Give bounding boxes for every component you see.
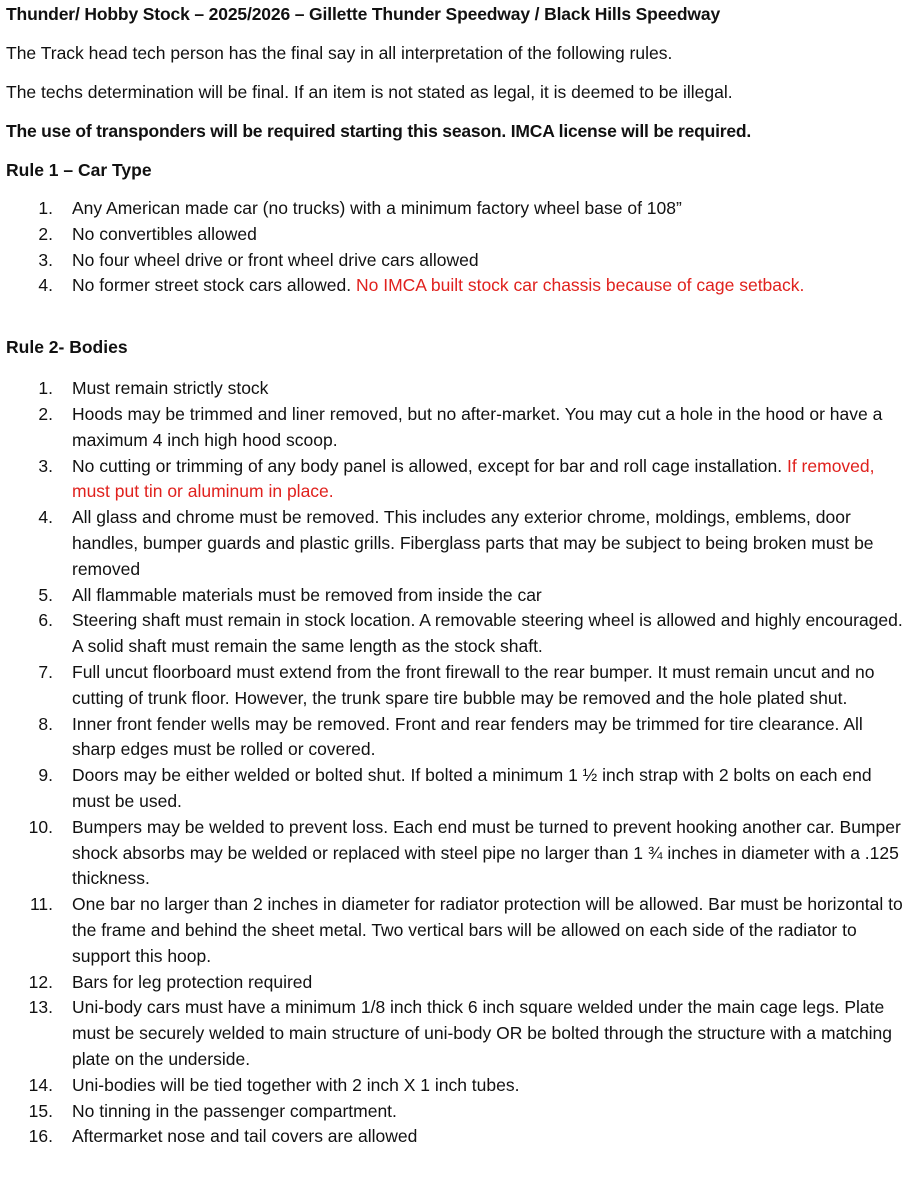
rule1-item-1 bbox=[6, 196, 905, 222]
rule-item-text: Must remain strictly stock bbox=[72, 378, 269, 399]
rule-item-text: Steering shaft must remain in stock location. A removable steering wheel is allowed and highly encouraged. A solid shaft must remain the same length as the stock shaft. bbox=[72, 610, 903, 657]
rule-item-text: No former street stock cars allowed. bbox=[72, 275, 356, 296]
rule-item-number: 6. bbox=[38, 610, 53, 631]
rule-2-list bbox=[6, 376, 905, 1150]
rule-item-text: Hoods may be trimmed and liner removed, but no after-market. You may cut a hole in the hood or have a maximum 4 inch high hood scoop. bbox=[72, 403, 883, 450]
rule-item-highlight: If removed, must put tin or aluminum in place. bbox=[72, 455, 875, 502]
rule2-item-9 bbox=[6, 763, 905, 815]
rule-item-number: 1. bbox=[38, 378, 53, 399]
document-title: Thunder/ Hobby Stock – 2025/2026 – Gillette Thunder Speedway / Black Hills Speedway bbox=[6, 4, 721, 24]
rule2-item-12 bbox=[6, 970, 905, 996]
rule-item-number: 2. bbox=[38, 403, 53, 424]
rule-item-number: 3. bbox=[38, 249, 53, 270]
rule-item-text: Full uncut floorboard must extend from the front firewall to the rear bumper. It must remain uncut and no cutting of trunk floor. However, the trunk spare tire bubble may be removed and the hole plated shut. bbox=[72, 661, 875, 708]
rule-item-text: Inner front fender wells may be removed. Front and rear fenders may be trimmed for tire clearance. All sharp edges must be rolled or covered. bbox=[72, 713, 863, 760]
rule2-item-5 bbox=[6, 583, 905, 609]
rule-item-number: 5. bbox=[38, 584, 53, 605]
rule-item-text: Doors may be either welded or bolted shut. If bolted a minimum 1 ½ inch strap with 2 bolts on each end must be used. bbox=[72, 765, 872, 811]
rule-item-number: 14. bbox=[28, 1074, 53, 1095]
rule-item-text: One bar no larger than 2 inches in diameter for radiator protection will be allowed. Bar must be horizontal to the frame and behind the sheet metal. Two vertical bars will be allowed on each side of the radiator to support this hoop. bbox=[72, 894, 903, 966]
rule-1-list bbox=[6, 196, 905, 299]
rule2-item-16 bbox=[6, 1124, 905, 1150]
rule-item-text: All glass and chrome must be removed. This includes any exterior chrome, moldings, emblems, door handles, bumper guards and plastic grills. Fiberglass parts that may be subject to being broken must be removed bbox=[72, 507, 874, 579]
rule2-item-8 bbox=[6, 712, 905, 764]
rule2-item-10 bbox=[6, 815, 905, 892]
rule-item-number: 12. bbox=[28, 971, 53, 992]
rule2-item-3 bbox=[6, 454, 905, 506]
transponder-notice: The use of transponders will be required starting this season. IMCA license will be required. bbox=[6, 121, 752, 141]
rule2-item-4 bbox=[6, 505, 905, 582]
rule2-item-6 bbox=[6, 608, 905, 660]
rule-item-text: Uni-bodies will be tied together with 2 inch X 1 inch tubes. bbox=[72, 1074, 520, 1095]
rule2-item-15 bbox=[6, 1099, 905, 1125]
rule-item-text: All flammable materials must be removed from inside the car bbox=[72, 584, 542, 605]
rule-item-text: No convertibles allowed bbox=[72, 223, 257, 244]
rule-item-number: 4. bbox=[38, 507, 53, 528]
rule-2-heading: Rule 2- Bodies bbox=[6, 337, 128, 358]
rule-item-number: 3. bbox=[38, 455, 53, 476]
rule1-item-2 bbox=[6, 222, 905, 248]
rule-item-text: Any American made car (no trucks) with a minimum factory wheel base of 108” bbox=[72, 198, 682, 218]
rule-1-heading: Rule 1 – Car Type bbox=[6, 160, 152, 180]
rule-item-text: No four wheel drive or front wheel drive cars allowed bbox=[72, 249, 479, 270]
intro-paragraph-2: The techs determination will be final. If an item is not stated as legal, it is deemed to be illegal. bbox=[6, 82, 733, 102]
rule-item-highlight: No IMCA built stock car chassis because of cage setback. bbox=[355, 275, 805, 296]
rule-item-text: No tinning in the passenger compartment. bbox=[72, 1100, 397, 1121]
rule-item-number: 2. bbox=[38, 223, 53, 244]
rule2-item-2 bbox=[6, 402, 905, 454]
rule2-item-1 bbox=[6, 376, 905, 402]
rule2-item-7 bbox=[6, 660, 905, 712]
rule2-item-14 bbox=[6, 1073, 905, 1099]
rule-item-number: 16. bbox=[28, 1126, 53, 1147]
rule-item-number: 7. bbox=[38, 661, 53, 682]
rule-item-text: Bars for leg protection required bbox=[72, 971, 313, 992]
rule-item-number: 4. bbox=[38, 275, 53, 296]
rule-item-number: 10. bbox=[28, 816, 53, 837]
rule-item-number: 13. bbox=[28, 997, 53, 1018]
rule1-item-4 bbox=[6, 273, 905, 299]
rule2-item-13 bbox=[6, 995, 905, 1072]
rule-item-number: 1. bbox=[38, 198, 53, 218]
rule1-item-3 bbox=[6, 248, 905, 274]
intro-paragraph-1: The Track head tech person has the final say in all interpretation of the following rules. bbox=[6, 43, 673, 63]
rule-item-text: Uni-body cars must have a minimum 1/8 inch thick 6 inch square welded under the main cage legs. Plate must be securely welded to main structure of uni-body OR be bolted through the structure with a matching plate on the underside. bbox=[72, 997, 893, 1069]
rule-item-number: 15. bbox=[28, 1100, 53, 1121]
rule2-item-11 bbox=[6, 892, 905, 969]
rule-item-number: 11. bbox=[29, 894, 53, 915]
rule-item-text: Aftermarket nose and tail covers are allowed bbox=[72, 1126, 418, 1147]
rule-item-number: 8. bbox=[38, 713, 53, 734]
rule-item-text: No cutting or trimming of any body panel is allowed, except for bar and roll cage installation. bbox=[72, 455, 787, 476]
rule-item-text: Bumpers may be welded to prevent loss. Each end must be turned to prevent hooking another car. Bumper shock absorbs may be welded or replaced with steel pipe no larger than 1 ¾ inches in diameter with a .125 thickness. bbox=[72, 816, 901, 889]
rule-item-number: 9. bbox=[38, 765, 53, 786]
